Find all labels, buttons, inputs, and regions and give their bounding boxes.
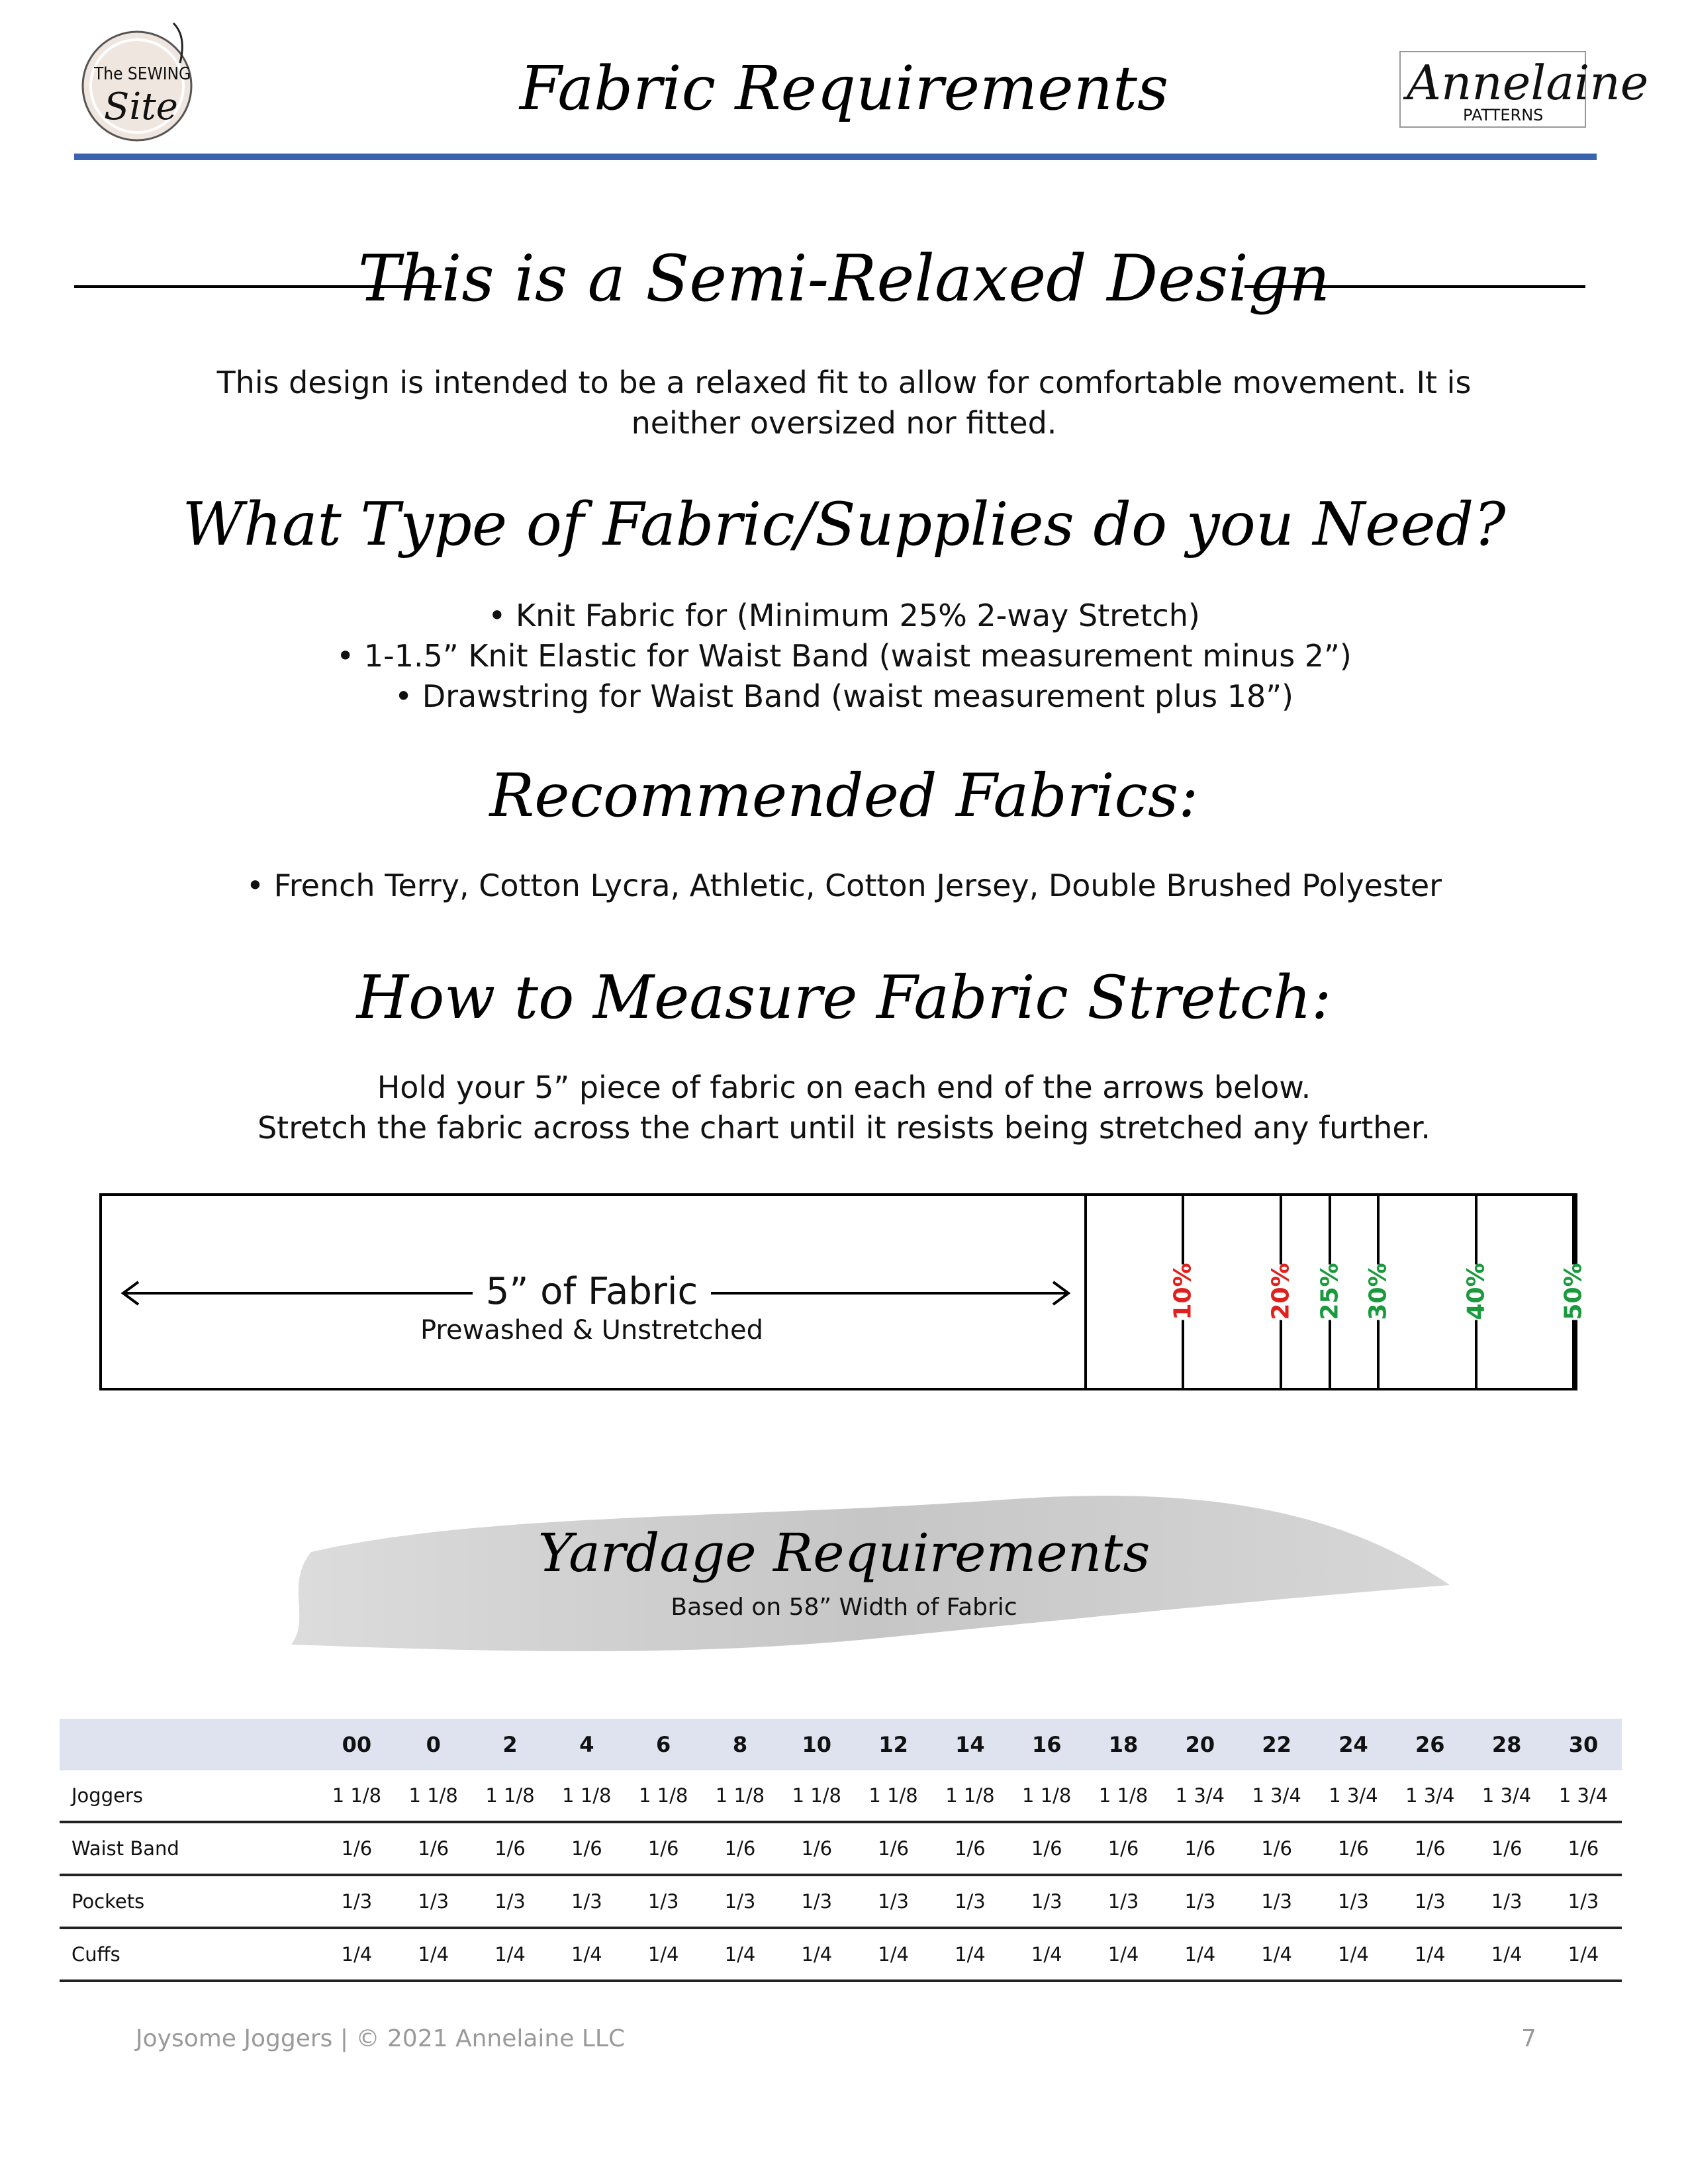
yardage-cell: 1/4 — [472, 1928, 549, 1981]
yardage-cell: 1/4 — [1545, 1928, 1622, 1981]
yardage-cell: 1 1/8 — [318, 1770, 395, 1822]
yardage-cell: 1 3/4 — [1391, 1770, 1468, 1822]
yardage-cell: 1 3/4 — [1162, 1770, 1239, 1822]
table-row — [60, 1928, 1622, 1981]
page-number: 7 — [1521, 2025, 1536, 2052]
svg-text:PATTERNS: PATTERNS — [1463, 106, 1544, 124]
yardage-cell: 1 1/8 — [932, 1770, 1009, 1822]
yardage-cell: 1/6 — [855, 1822, 932, 1875]
yardage-cell: 1 3/4 — [1468, 1770, 1545, 1822]
yardage-cell: 1 3/4 — [1545, 1770, 1622, 1822]
yardage-cell: 1 1/8 — [702, 1770, 778, 1822]
measure-instructions — [0, 1068, 1688, 1148]
stretch-mark-label: 30% — [1364, 1263, 1392, 1320]
yardage-cell: 1/3 — [1545, 1875, 1622, 1928]
yardage-cell: 1/4 — [318, 1928, 395, 1981]
row-label: Pockets — [60, 1875, 318, 1928]
yardage-cell: 1/4 — [1391, 1928, 1468, 1981]
yardage-subheading: Based on 58” Width of Fabric — [671, 1594, 1017, 1621]
size-header: 6 — [625, 1719, 702, 1770]
footer-text: Joysome Joggers | © 2021 Annelaine LLC — [136, 2025, 626, 2052]
size-header: 10 — [778, 1719, 855, 1770]
design-description-line: neither oversized nor fitted. — [631, 405, 1057, 441]
recommended-item: • French Terry, Cotton Lycra, Athletic, Cotton Jersey, Double Brushed Polyester — [246, 868, 1442, 903]
header-divider — [74, 154, 1597, 160]
yardage-table — [60, 1719, 1622, 1982]
yardage-cell: 1/3 — [625, 1875, 702, 1928]
size-header: 16 — [1008, 1719, 1085, 1770]
annelaine-logo — [1387, 46, 1649, 132]
size-header: 4 — [548, 1719, 625, 1770]
yardage-cell: 1/4 — [932, 1928, 1009, 1981]
yardage-cell: 1/6 — [395, 1822, 472, 1875]
size-header: 30 — [1545, 1719, 1622, 1770]
yardage-cell: 1/4 — [625, 1928, 702, 1981]
yardage-cell: 1/6 — [702, 1822, 778, 1875]
stretch-mark-label: 50% — [1560, 1263, 1587, 1320]
svg-text:The SEWING: The SEWING — [94, 64, 191, 84]
yardage-cell: 1/4 — [778, 1928, 855, 1981]
yardage-cell: 1/6 — [932, 1822, 1009, 1875]
yardage-cell: 1/4 — [1085, 1928, 1162, 1981]
yardage-cell: 1/4 — [1315, 1928, 1392, 1981]
design-heading: This is a Semi-Relaxed Design — [357, 242, 1331, 316]
measure-heading: How to Measure Fabric Stretch: — [356, 963, 1332, 1032]
stretch-mark-label: 25% — [1316, 1263, 1343, 1320]
yardage-cell: 1/6 — [778, 1822, 855, 1875]
yardage-cell: 1/6 — [625, 1822, 702, 1875]
supplies-heading: What Type of Fabric/Supplies do you Need? — [182, 490, 1506, 559]
yardage-cell: 1/6 — [1315, 1822, 1392, 1875]
yardage-cell: 1/4 — [1468, 1928, 1545, 1981]
table-row — [60, 1822, 1622, 1875]
size-header: 28 — [1468, 1719, 1545, 1770]
fabric-sublabel: Prewashed & Unstretched — [420, 1315, 763, 1345]
yardage-cell: 1/3 — [395, 1875, 472, 1928]
yardage-cell: 1/3 — [472, 1875, 549, 1928]
supply-item: • 1-1.5” Knit Elastic for Waist Band (waist measurement minus 2”) — [336, 638, 1352, 674]
size-header: 14 — [932, 1719, 1009, 1770]
table-header-row — [60, 1719, 1622, 1770]
size-header: 20 — [1162, 1719, 1239, 1770]
yardage-cell: 1/3 — [702, 1875, 778, 1928]
design-description-line: This design is intended to be a relaxed fit to allow for comfortable movement. It is — [216, 365, 1472, 400]
yardage-cell: 1/3 — [778, 1875, 855, 1928]
stretch-chart — [99, 1193, 1587, 1390]
yardage-cell: 1/6 — [1545, 1822, 1622, 1875]
yardage-cell: 1/3 — [932, 1875, 1009, 1928]
yardage-cell: 1/6 — [1162, 1822, 1239, 1875]
measure-line: Hold your 5” piece of fabric on each end of the arrows below. — [377, 1069, 1311, 1105]
stretch-mark-label: 40% — [1462, 1263, 1490, 1320]
page-title: Fabric Requirements — [519, 53, 1169, 124]
size-header: 26 — [1391, 1719, 1468, 1770]
header-blank-cell — [60, 1719, 318, 1770]
row-label: Joggers — [60, 1770, 318, 1822]
yardage-cell: 1/3 — [1008, 1875, 1085, 1928]
svg-text:Site: Site — [104, 85, 178, 128]
yardage-cell: 1/6 — [1008, 1822, 1085, 1875]
size-header: 8 — [702, 1719, 778, 1770]
stretch-start-line — [1084, 1196, 1087, 1388]
size-header: 24 — [1315, 1719, 1392, 1770]
size-header: 22 — [1239, 1719, 1315, 1770]
fabric-label: 5” of Fabric — [485, 1270, 698, 1313]
yardage-cell: 1/4 — [855, 1928, 932, 1981]
size-header: 0 — [395, 1719, 472, 1770]
yardage-cell: 1 1/8 — [472, 1770, 549, 1822]
yardage-cell: 1 3/4 — [1315, 1770, 1392, 1822]
yardage-cell: 1/3 — [318, 1875, 395, 1928]
design-description — [0, 363, 1688, 443]
yardage-cell: 1/3 — [855, 1875, 932, 1928]
yardage-cell: 1/3 — [1315, 1875, 1392, 1928]
yardage-cell: 1/4 — [1008, 1928, 1085, 1981]
yardage-cell: 1/4 — [702, 1928, 778, 1981]
yardage-cell: 1 1/8 — [778, 1770, 855, 1822]
yardage-heading: Yardage Requirements — [538, 1522, 1150, 1584]
size-header: 00 — [318, 1719, 395, 1770]
yardage-cell: 1/6 — [548, 1822, 625, 1875]
stretch-mark-label: 10% — [1169, 1263, 1197, 1320]
measure-line: Stretch the fabric across the chart until it resists being stretched any further. — [257, 1110, 1431, 1146]
yardage-cell: 1/4 — [395, 1928, 472, 1981]
yardage-cell: 1/3 — [1391, 1875, 1468, 1928]
yardage-cell: 1 1/8 — [1085, 1770, 1162, 1822]
yardage-cell: 1/6 — [472, 1822, 549, 1875]
size-header: 2 — [472, 1719, 549, 1770]
yardage-cell: 1 3/4 — [1239, 1770, 1315, 1822]
yardage-cell: 1/3 — [1468, 1875, 1545, 1928]
yardage-cell: 1/3 — [1239, 1875, 1315, 1928]
size-header: 18 — [1085, 1719, 1162, 1770]
yardage-cell: 1 1/8 — [625, 1770, 702, 1822]
yardage-cell: 1/6 — [1239, 1822, 1315, 1875]
yardage-cell: 1/6 — [318, 1822, 395, 1875]
recommended-heading: Recommended Fabrics: — [489, 761, 1199, 831]
supplies-list — [0, 596, 1688, 717]
yardage-cell: 1 1/8 — [395, 1770, 472, 1822]
supply-item: • Drawstring for Waist Band (waist measurement plus 18”) — [394, 678, 1294, 714]
size-header: 12 — [855, 1719, 932, 1770]
row-label: Waist Band — [60, 1822, 318, 1875]
yardage-cell: 1/3 — [1162, 1875, 1239, 1928]
yardage-cell: 1/6 — [1391, 1822, 1468, 1875]
svg-text:Annelaine: Annelaine — [1407, 55, 1649, 111]
supply-item: • Knit Fabric for (Minimum 25% 2-way Stretch) — [488, 598, 1200, 633]
stretch-mark-label: 20% — [1267, 1263, 1295, 1320]
yardage-cell: 1/3 — [548, 1875, 625, 1928]
yardage-cell: 1/3 — [1085, 1875, 1162, 1928]
row-label: Cuffs — [60, 1928, 318, 1981]
table-row — [60, 1875, 1622, 1928]
yardage-cell: 1/6 — [1468, 1822, 1545, 1875]
yardage-cell: 1/4 — [548, 1928, 625, 1981]
yardage-cell: 1 1/8 — [548, 1770, 625, 1822]
yardage-cell: 1/4 — [1239, 1928, 1315, 1981]
yardage-cell: 1/6 — [1085, 1822, 1162, 1875]
yardage-cell: 1/4 — [1162, 1928, 1239, 1981]
yardage-cell: 1 1/8 — [1008, 1770, 1085, 1822]
table-row — [60, 1770, 1622, 1822]
yardage-cell: 1 1/8 — [855, 1770, 932, 1822]
